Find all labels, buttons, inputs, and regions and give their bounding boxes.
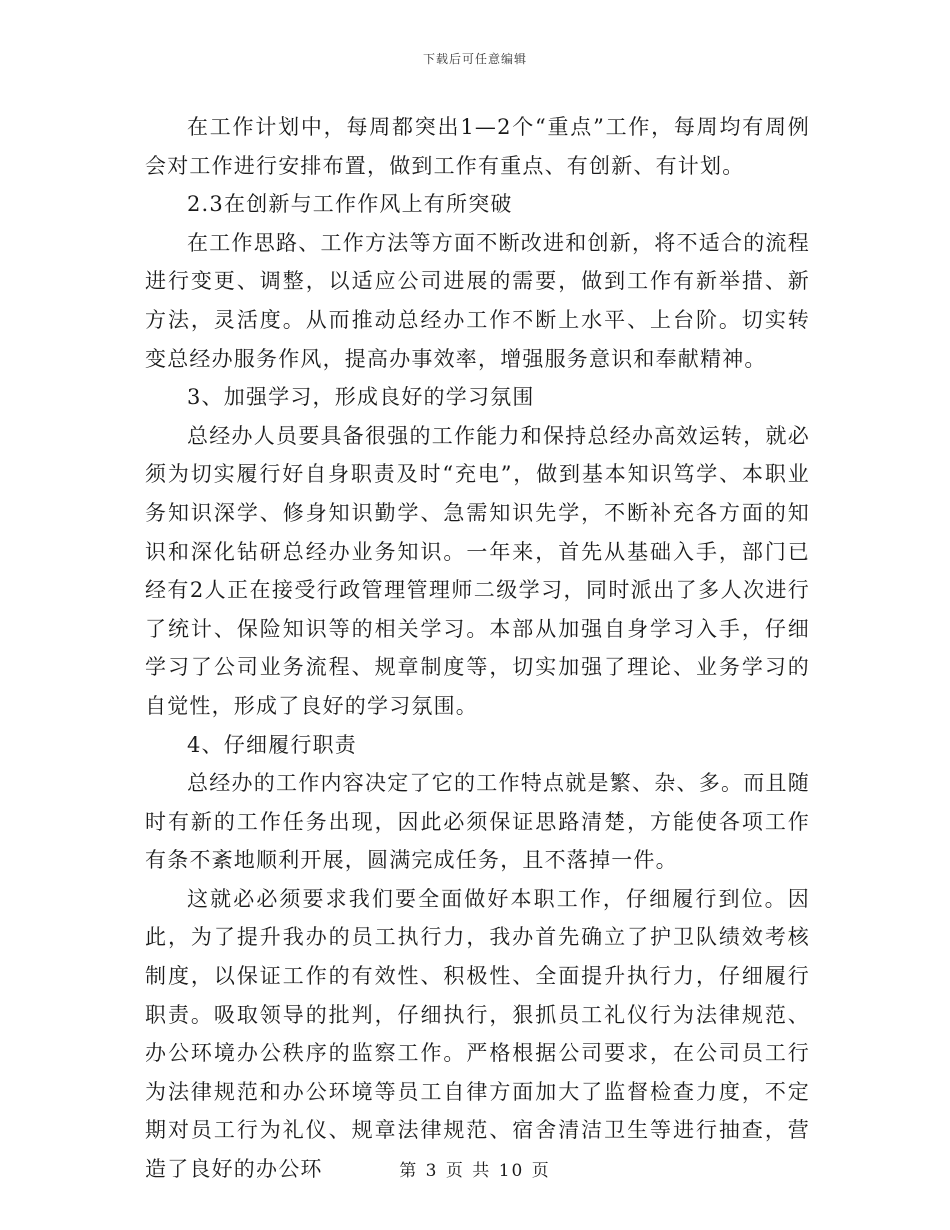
paragraph: 总经办人员要具备很强的工作能力和保持总经办高效运转，就必须为切实履行好自身职责及时“充电”，做到基本知识笃学、本职业务知识深学、修身知识勤学、急需知识先学，不断补充各方面的知识和深化钻研总经办业务知识。一年来，首先从基础入手，部门已经有2人正在接受行政管理管理师二级学习，同时派出了多人次进行了统计、保险知识等的相关学习。本部从加强自身学习入手，仔细学习了公司业务流程、规章制度等，切实加强了理论、业务学习的自觉性，形成了良好的学习氛围。 <box>145 423 810 718</box>
paragraph: 总经办的工作内容决定了它的工作特点就是繁、杂、多。而且随时有新的工作任务出现，因此必须保证思路清楚，方能使各项工作有条不紊地顺利开展，圆满完成任务，且不落掉一件。 <box>145 771 810 873</box>
page-footer: 第 3 页 共 10 页 <box>399 1161 551 1181</box>
paragraph: 这就必必须要求我们要全面做好本职工作，仔细履行到位。因此，为了提升我办的员工执行力，我办首先确立了护卫队绩效考核制度，以保证工作的有效性、积极性、全面提升执行力，仔细履行职责。吸取领导的批判，仔细执行，狠抓员工礼仪行为法律规范、办公环境办公秩序的监察工作。严格根据公司要求，在公司员工行为法律规范和办公环境等员工自律方面加大了监督检查力度，不定期对员工行为礼仪、规章法律规范、宿舍清洁卫生等进行抽查，营造了良好的办公环 <box>145 886 810 1182</box>
section-heading: 4、仔细履行职责 <box>187 732 357 757</box>
section-heading: 2.3在创新与工作作风上有所突破 <box>187 192 513 217</box>
document-body <box>145 108 810 1189</box>
paragraph: 在工作计划中，每周都突出1—2个“重点”工作，每周均有周例会对工作进行安排布置，做到工作有重点、有创新、有计划。 <box>145 115 810 178</box>
section-heading: 3、加强学习，形成良好的学习氛围 <box>187 385 535 410</box>
page-header: 下载后可任意编辑 <box>422 52 527 66</box>
paragraph: 在工作思路、工作方法等方面不断改进和创新，将不适合的流程进行变更、调整，以适应公司进展的需要，做到工作有新举措、新方法，灵活度。从而推动总经办工作不断上水平、上台阶。切实转变总经办服务作风，提高办事效率，增强服务意识和奉献精神。 <box>145 230 810 371</box>
